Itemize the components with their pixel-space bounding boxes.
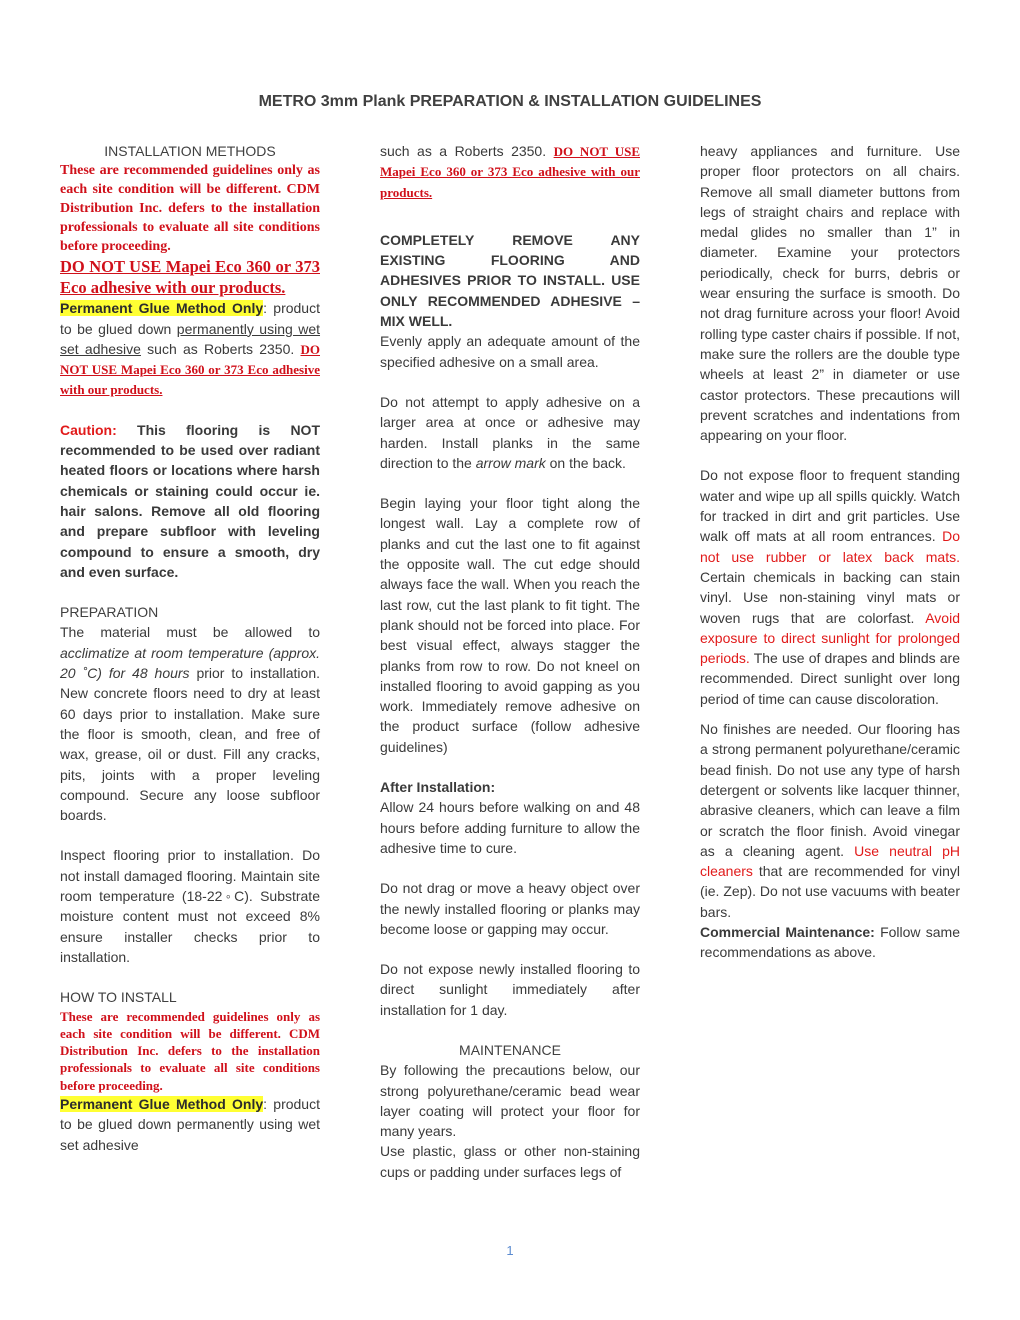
preparation-text-italic: acclimatize at room temperature (approx. 20 ˚C) for 48 hours (60, 644, 320, 682)
installation-methods-heading: INSTALLATION METHODS (104, 143, 276, 159)
preparation-heading: PREPARATION (60, 604, 159, 621)
finish-text-1: No finishes are needed. Our flooring has a strong permanent polyurethane/ceramic bead finish. Do not use any type of harsh detergent or solvents like lacquer thinner, abrasive cleaners, which can leave a film or scratch the floor finish. Avoid vinegar as a cleaning agent. (700, 721, 960, 859)
attempt-text-2: on the back. (545, 454, 626, 471)
continued-warning: DO NOT USE Mapei Eco 360 or 373 Eco adhesive with our products. (380, 144, 640, 200)
drag-text: Do not drag or move a heavy object over the newly installed flooring or planks may become loose or gapping may occur. (380, 880, 640, 937)
caution-label: Caution: (60, 421, 117, 438)
how-to-install-permanent (60, 1094, 320, 1155)
page-number: 1 (506, 1243, 514, 1258)
water-text-1: Do not expose floor to frequent standing water and wipe up all spills quickly. Watch for tracked in dirt and grit particles. Use walk off mats at all room entrances. (700, 467, 960, 545)
begin-laying-text: Begin laying your floor tight along the longest wall. Lay a complete row of planks and cut the last one to fit against the opposite wall. The cut edge should always face the wall. When you reach the last row, cut the last plank to fit tight. The plank should not be forced into place. For best visual effect, always stagger the planks from row to row. Do not kneel on installed flooring to avoid gapping as you work. Immediately remove adhesive on the product surface (follow adhesive guidelines) (380, 495, 640, 755)
caution-text: This flooring is NOT recommended to be used over radiant heated floors or locations where harsh chemicals or staining could occur ie. hair salons. Remove all old flooring and prepare subfloor with leveling compound to ensure a smooth, dry and even surface. (60, 421, 320, 580)
rubber-mats-warning: Do not use rubber or latex back mats. (700, 528, 960, 565)
attempt-text (380, 392, 640, 473)
permanent-glue-underlined: permanently using wet set adhesive (60, 320, 321, 357)
attempt-text-italic: arrow mark (475, 454, 546, 471)
permanent-glue-text-2: such as Roberts 2350. (140, 340, 301, 357)
inspect-text: Inspect flooring prior to installation. Do not install damaged flooring. Maintain site room temperature (18-22◦C). Substrate moisture content must not exceed 8% ensure installer checks prior to installation. (60, 847, 320, 965)
preparation-text-2: prior to installation. New concrete floors need to dry at least 60 days prior to installation. Make sure the floor is smooth, clean, and free of wax, grease, oil or dust. Fill any cracks, pits, joints with a proper leveling compound. Secure any loose subfloor boards. (60, 665, 320, 824)
permanent-glue-warning: DO NOT USE Mapei Eco 360 or 373 Eco adhesive with our products. (60, 341, 320, 398)
maintenance-heading: MAINTENANCE (459, 1041, 561, 1058)
commercial-label: Commercial Maintenance: (700, 923, 875, 940)
column-middle (380, 141, 640, 1182)
commercial-text: Follow same recommendations as above. (700, 923, 960, 961)
commercial-maintenance (700, 922, 960, 963)
continued-text (380, 141, 640, 202)
how-permanent-label: Permanent Glue Method Only (60, 1095, 264, 1112)
how-to-install-heading: HOW TO INSTALL (60, 989, 177, 1006)
caution-paragraph (60, 420, 320, 582)
disclaimer-text: These are recommended guidelines only as each site condition will be different. CDM Distribution Inc. defers to the installation professionals to evaluate all site conditions before proceeding. (60, 163, 320, 255)
maintenance-text: By following the precautions below, our strong polyurethane/ceramic bead wear layer coating will protect your floor for many years. (380, 1062, 640, 1140)
expose-text: Do not expose newly installed flooring to direct sunlight immediately after installation for 1 day. (380, 961, 640, 1018)
after-installation-heading: After Installation: (380, 779, 496, 796)
neutral-ph-warning: Use neutral pH cleaners (700, 842, 960, 880)
column-right (700, 141, 960, 963)
how-to-install-disclaimer: These are recommended guidelines only as each site condition will be different. CDM Distribution Inc. defers to the installation professionals to evaluate all site conditions before proceeding. (60, 1008, 320, 1093)
plastic-text: Use plastic, glass or other non-staining cups or padding under surfaces legs of (380, 1143, 640, 1180)
water-text (700, 465, 960, 709)
sunlight-warning: Avoid exposure to direct sunlight for prolonged periods. (700, 609, 960, 667)
page-title: METRO 3mm Plank PREPARATION & INSTALLATION GUIDELINES (258, 93, 762, 110)
attempt-text-1: Do not attempt to apply adhesive on a larger area at once or adhesive may harden. Install planks in the same direction to the (380, 393, 640, 471)
heavy-appliances-text: heavy appliances and furniture. Use proper floor protectors on all chairs. Remove all small diameter buttons from legs of straight chairs and replace with medal glides no smaller than 1” in diameter. Examine your protectors periodically, check for burrs, debris or wear ensuring the surface is smooth. Do not drag furniture across your floor! Avoid rolling type caster chairs if possible. If not, make sure the rollers are the double type wheels at least 2” in diameter or use castor protectors. These precautions will prevent scratches and indentations from appearing on your floor. (700, 143, 960, 444)
continued-text-1: such as a Roberts 2350. (380, 143, 554, 159)
adhesive-warning: DO NOT USE Mapei Eco 360 or 373 Eco adhesive with our products. (60, 257, 320, 298)
column-left (60, 141, 320, 1155)
permanent-glue-label: Permanent Glue Method Only (60, 300, 264, 317)
finish-text (700, 719, 960, 922)
finish-text-2: that are recommended for vinyl (ie. Zep). Do not use vacuums with beater bars. (700, 863, 960, 920)
permanent-glue-text: : product to be glued down (60, 300, 320, 337)
water-text-3: The use of drapes and blinds are recommended. Direct sunlight over long period of time can cause discoloration. (700, 650, 960, 707)
remove-existing-text: Evenly apply an adequate amount of the specified adhesive on a small area. (380, 333, 640, 370)
how-permanent-text: : product to be glued down permanently using wet set adhesive (60, 1095, 320, 1153)
preparation-text-1: The material must be allowed to (60, 624, 320, 641)
permanent-glue-paragraph (60, 298, 320, 399)
after-installation-text: Allow 24 hours before walking on and 48 hours before adding furniture to allow the adhesive time to cure. (380, 799, 640, 856)
preparation-text (60, 622, 320, 825)
remove-existing-heading: COMPLETELY REMOVE ANY EXISTING FLOORING AND ADHESIVES PRIOR TO INSTALL. USE ONLY RECOMMENDED ADHESIVE – MIX WELL. (380, 231, 640, 330)
water-text-2: Certain chemicals in backing can stain vinyl. Use non-staining vinyl mats or woven rugs that are colorfast. (700, 568, 960, 626)
